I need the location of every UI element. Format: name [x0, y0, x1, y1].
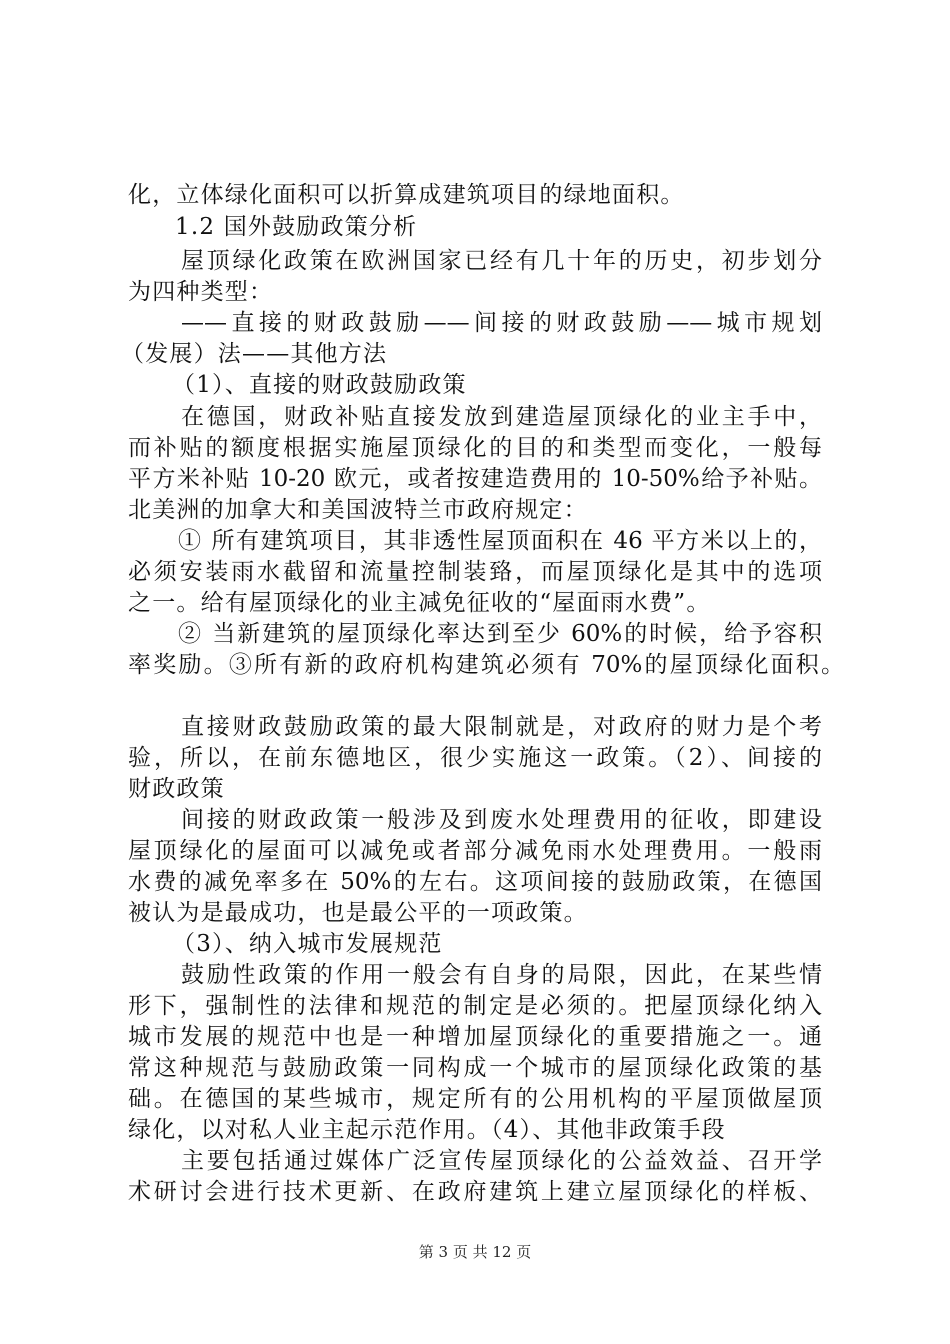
text-line: ② 当新建筑的屋顶绿化率达到至少 60%的时候，给予容积: [178, 621, 822, 647]
text-line: 常这种规范与鼓励政策一同构成一个城市的屋顶绿化政策的基: [128, 1055, 822, 1081]
text-line: 城市发展的规范中也是一种增加屋顶绿化的重要措施之一。通: [128, 1024, 822, 1050]
text-line: 而补贴的额度根据实施屋顶绿化的目的和类型而变化，一般每: [128, 435, 822, 461]
text-line: 北美洲的加拿大和美国波特兰市政府规定：: [128, 497, 588, 523]
text-line: 化，立体绿化面积可以折算成建筑项目的绿地面积。: [128, 182, 685, 208]
text-line: 绿化，以对私人业主起示范作用。（4）、其他非政策手段: [128, 1117, 726, 1143]
text-line: 被认为是最成功，也是最公平的一项政策。: [128, 900, 588, 926]
text-line: 础。在德国的某些城市，规定所有的公用机构的平屋顶做屋顶: [128, 1086, 822, 1112]
text-line: 为四种类型：: [128, 279, 274, 305]
text-line: 财政政策: [128, 776, 225, 802]
subsection-heading: （1）、直接的财政鼓励政策: [172, 372, 467, 398]
text-line: 率奖励。③所有新的政府机构建筑必须有 70%的屋顶绿化面积。: [128, 652, 844, 678]
text-line: （发展）法——其他方法: [121, 341, 388, 367]
text-line: 必须安装雨水截留和流量控制装臵，而屋顶绿化是其中的选项: [128, 559, 822, 585]
text-line: 在德国，财政补贴直接发放到建造屋顶绿化的业主手中，: [181, 404, 822, 430]
subsection-heading: （3）、纳入城市发展规范: [172, 931, 443, 957]
text-line: 形下，强制性的法律和规范的制定是必须的。把屋顶绿化纳入: [128, 993, 822, 1019]
text-line: 鼓励性政策的作用一般会有自身的局限，因此，在某些情: [181, 962, 822, 988]
text-line: 间接的财政政策一般涉及到废水处理费用的征收，即建设: [181, 807, 822, 833]
text-line: ① 所有建筑项目，其非透性屋顶面积在 46 平方米以上的，: [178, 528, 822, 554]
text-line: 验，所以，在前东德地区，很少实施这一政策。（2）、间接的: [128, 745, 822, 771]
text-line: 屋顶绿化政策在欧洲国家已经有几十年的历史，初步划分: [181, 248, 822, 274]
text-line: 主要包括通过媒体广泛宣传屋顶绿化的公益效益、召开学: [181, 1148, 822, 1174]
text-line: 术研讨会进行技术更新、在政府建筑上建立屋顶绿化的样板、: [128, 1179, 822, 1205]
text-line: 屋顶绿化的屋面可以减免或者部分减免雨水处理费用。一般雨: [128, 838, 822, 864]
page-number: 第 3 页 共 12 页: [418, 1243, 532, 1261]
text-line: 平方米补贴 10-20 欧元，或者按建造费用的 10-50%给予补贴。: [128, 466, 822, 492]
text-line: 直接财政鼓励政策的最大限制就是，对政府的财力是个考: [181, 714, 822, 740]
text-line: ——直接的财政鼓励——间接的财政鼓励——城市规划: [181, 310, 822, 336]
section-heading: 1.2 国外鼓励政策分析: [175, 214, 418, 240]
text-line: 水费的减免率多在 50%的左右。这项间接的鼓励政策，在德国: [128, 869, 822, 895]
text-line: 之一。给有屋顶绿化的业主减免征收的“屋面雨水费”。: [128, 590, 711, 616]
